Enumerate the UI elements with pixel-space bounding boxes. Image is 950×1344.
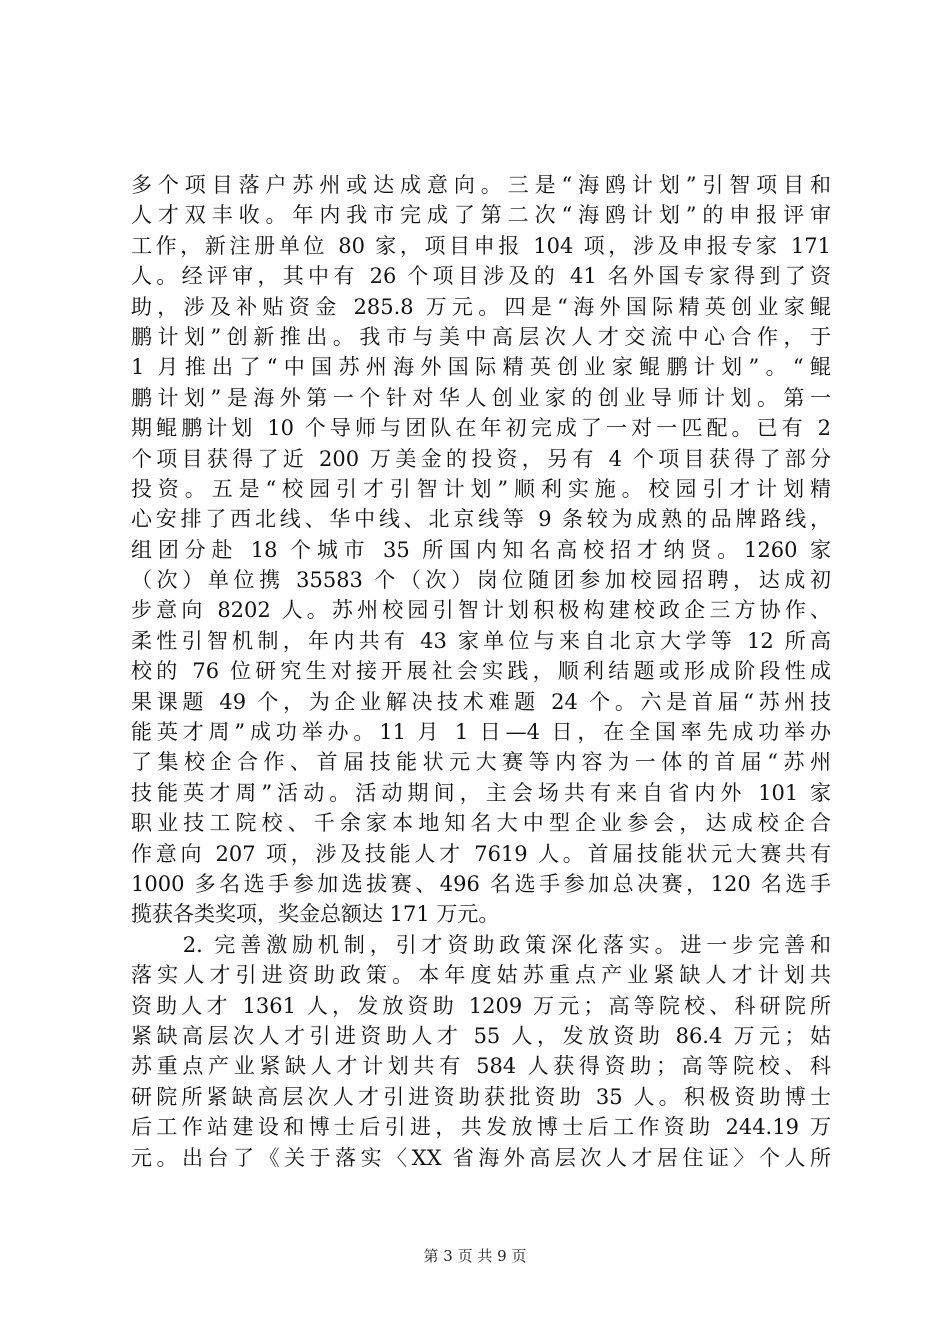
text-line: 校的 76 位研究生对接开展社会实践，顺利结题或形成阶段性成 [131, 659, 831, 684]
text-line: 后工作站建设和博士后引进，共发放博士后工作资助 244.19 万 [131, 1115, 831, 1140]
text-line: 能英才周”成功举办。11 月 1 日—4 日，在全国率先成功举办 [131, 720, 831, 745]
text-line: 个项目获得了近 200 万美金的投资，另有 4 个项目获得了部分 [131, 446, 831, 471]
text-line: 研院所紧缺高层次人才引进资助获批资助 35 人。积极资助博士 [131, 1084, 831, 1109]
text-line: 步意向 8202 人。苏州校园引智计划积极构建校政企三方协作、 [131, 598, 831, 623]
text-line: 果课题 49 个，为企业解决技术难题 24 个。六是首届“苏州技 [131, 689, 831, 714]
text-line: 1000 多名选手参加选拔赛、496 名选手参加总决赛，120 名选手 [131, 871, 831, 896]
text-line: 技能英才周”活动。活动期间，主会场共有来自省内外 101 家 [131, 780, 831, 805]
text-line: 期鲲鹏计划 10 个导师与团队在年初完成了一对一匹配。已有 2 [131, 416, 831, 441]
text-line: 工作，新注册单位 80 家，项目申报 104 项，涉及申报专家 171 [131, 233, 831, 258]
text-line: 职业技工院校、千余家本地知名大中型企业参会，达成校企合 [131, 811, 831, 836]
text-line: 鹏计划”是海外第一个针对华人创业家的创业导师计划。第一 [131, 385, 831, 410]
text-line: 人才双丰收。年内我市完成了第二次“海鸥计划”的申报评审 [131, 203, 831, 228]
text-line: 作意向 207 项，涉及技能人才 7619 人。首届技能状元大赛共有 [131, 841, 831, 866]
paragraph-start-line: 2. 完善激励机制，引才资助政策深化落实。进一步完善和 [131, 932, 831, 957]
text-line: 多个项目落户苏州或达成意向。三是“海鸥计划”引智项目和 [131, 173, 831, 197]
text-line: 元。出台了《关于落实〈XX 省海外高层次人才居住证〉个人所 [131, 1145, 831, 1170]
text-line: 苏重点产业紧缺人才计划共有 584 人获得资助；高等院校、科 [131, 1054, 831, 1079]
text-line: 组团分赴 18 个城市 35 所国内知名高校招才纳贤。1260 家 [131, 537, 831, 562]
text-line: 鹏计划”创新推出。我市与美中高层次人才交流中心合作，于 [131, 324, 831, 349]
text-line: 投资。五是“校园引才引智计划”顺利实施。校园引才计划精 [131, 476, 831, 501]
text-line: 心安排了西北线、华中线、北京线等 9 条较为成熟的品牌路线， [131, 507, 831, 532]
text-line: 人。经评审，其中有 26 个项目涉及的 41 名外国专家得到了资 [131, 264, 831, 289]
text-line: （次）单位携 35583 个（次）岗位随团参加校园招聘，达成初 [131, 568, 831, 593]
text-line: 紧缺高层次人才引进资助人才 55 人，发放资助 86.4 万元；姑 [131, 1023, 831, 1048]
text-line: 1 月推出了“中国苏州海外国际精英创业家鲲鹏计划”。“鲲 [131, 355, 831, 380]
text-line: 助，涉及补贴资金 285.8 万元。四是“海外国际精英创业家鲲 [131, 294, 831, 319]
body-text [131, 170, 831, 1173]
page-number-footer: 第 3 页 共 9 页 [423, 1247, 527, 1265]
text-line: 柔性引智机制，年内共有 43 家单位与来自北京大学等 12 所高 [131, 628, 831, 653]
text-line: 资助人才 1361 人，发放资助 1209 万元；高等院校、科研院所 [131, 993, 831, 1018]
text-line: 了集校企合作、首届技能状元大赛等内容为一体的首届“苏州 [131, 750, 831, 775]
paragraph-end-line: 揽获各类奖项，奖金总额达 171 万元。 [131, 902, 500, 927]
text-line: 落实人才引进资助政策。本年度姑苏重点产业紧缺人才计划共 [131, 963, 831, 988]
